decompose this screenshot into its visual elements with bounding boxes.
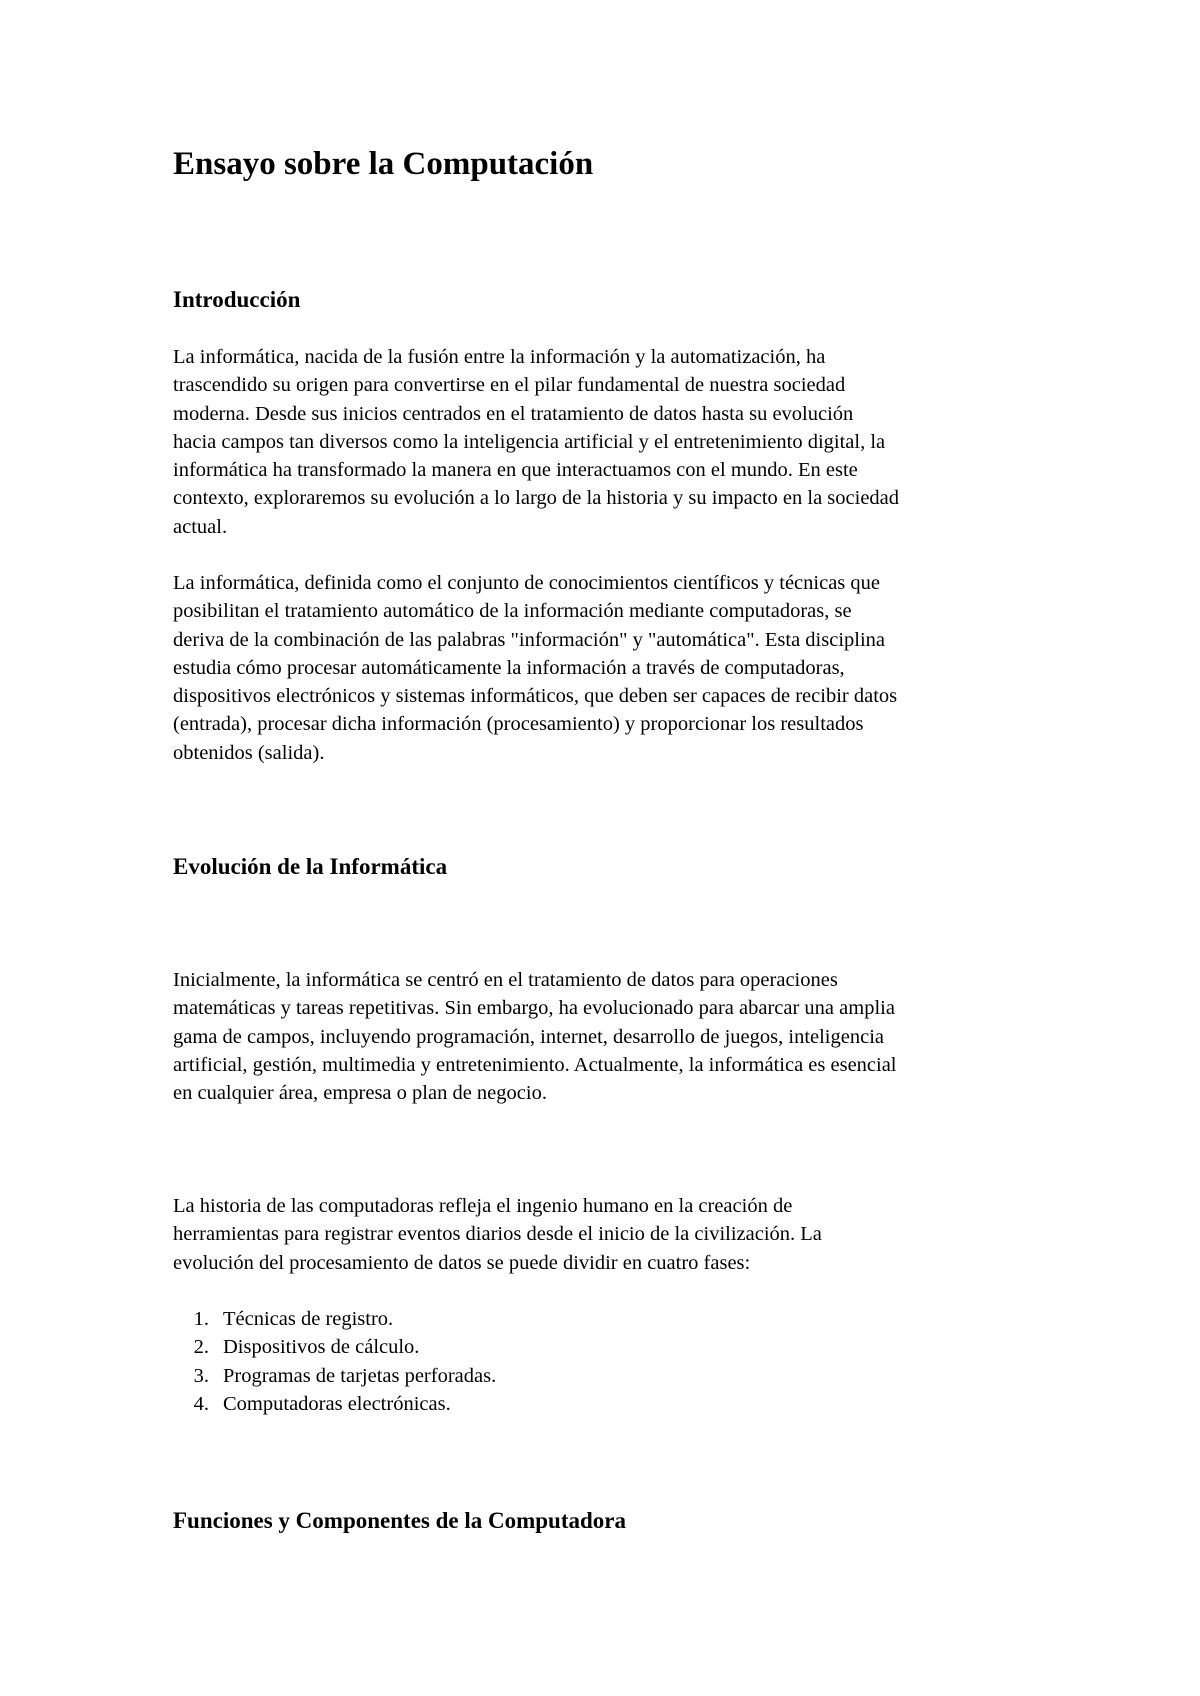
paragraph-line: trascendido su origen para convertirse en el pilar fundamental de nuestra sociedad bbox=[173, 374, 846, 397]
evolution-paragraph-2 bbox=[173, 1192, 1053, 1277]
paragraph-line: herramientas para registrar eventos diarios desde el inicio de la civilización. La bbox=[173, 1223, 822, 1246]
list-item bbox=[173, 1362, 496, 1390]
paragraph-line: contexto, exploraremos su evolución a lo largo de la historia y su impacto en la sociedad bbox=[173, 487, 900, 510]
document-title: Ensayo sobre la Computación bbox=[173, 146, 594, 182]
paragraph-line: hacia campos tan diversos como la inteligencia artificial y el entretenimiento digital, la bbox=[173, 430, 886, 453]
paragraph-line: Inicialmente, la informática se centró en el tratamiento de datos para operaciones bbox=[173, 969, 838, 991]
evolution-paragraph-1 bbox=[173, 966, 1053, 1107]
list-item-text: Programas de tarjetas perforadas. bbox=[223, 1364, 497, 1387]
list-item-number: 1. bbox=[193, 1308, 209, 1330]
heading-evolucion: Evolución de la Informática bbox=[173, 854, 448, 879]
list-item bbox=[173, 1333, 496, 1361]
paragraph-line: matemáticas y tareas repetitivas. Sin embargo, ha evolucionado para abarcar una amplia bbox=[173, 997, 895, 1020]
paragraph-line: dispositivos electrónicos y sistemas informáticos, que deben ser capaces de recibir datos bbox=[173, 685, 898, 708]
heading-funciones: Funciones y Componentes de la Computadora bbox=[173, 1508, 627, 1533]
list-item-text: Computadoras electrónicas. bbox=[223, 1392, 451, 1415]
paragraph-line: informática ha transformado la manera en que interactuamos con el mundo. En este bbox=[173, 459, 858, 482]
paragraph-line: artificial, gestión, multimedia y entretenimiento. Actualmente, la informática es esencial bbox=[173, 1053, 897, 1076]
paragraph-line: obtenidos (salida). bbox=[173, 741, 325, 764]
paragraph-line: La historia de las computadoras refleja el ingenio humano en la creación de bbox=[173, 1195, 793, 1217]
list-item-number: 4. bbox=[193, 1392, 209, 1415]
paragraph-line: en cualquier área, empresa o plan de negocio. bbox=[173, 1082, 547, 1105]
paragraph-line: moderna. Desde sus inicios centrados en el tratamiento de datos hasta su evolución bbox=[173, 402, 854, 425]
phases-list bbox=[173, 1305, 496, 1418]
intro-paragraph-2 bbox=[173, 569, 1053, 767]
heading-introduccion: Introducción bbox=[173, 287, 301, 312]
list-item bbox=[173, 1305, 496, 1333]
list-item-number: 3. bbox=[193, 1364, 209, 1387]
list-item-text: Técnicas de registro. bbox=[223, 1308, 394, 1330]
intro-paragraph-1 bbox=[173, 343, 1053, 541]
paragraph-line: posibilitan el tratamiento automático de la información mediante computadoras, se bbox=[173, 600, 852, 623]
list-item-number: 2. bbox=[193, 1336, 209, 1359]
list-item bbox=[173, 1390, 496, 1418]
paragraph-line: deriva de la combinación de las palabras "información" y "automática". Esta disciplina bbox=[173, 628, 886, 651]
paragraph-line: estudia cómo procesar automáticamente la información a través de computadoras, bbox=[173, 656, 845, 679]
paragraph-line: La informática, definida como el conjunto de conocimientos científicos y técnicas que bbox=[173, 572, 880, 594]
paragraph-line: actual. bbox=[173, 515, 228, 538]
paragraph-line: evolución del procesamiento de datos se puede dividir en cuatro fases: bbox=[173, 1251, 751, 1274]
paragraph-line: gama de campos, incluyendo programación, internet, desarrollo de juegos, inteligencia bbox=[173, 1025, 884, 1048]
paragraph-line: (entrada), procesar dicha información (procesamiento) y proporcionar los resultados bbox=[173, 713, 864, 736]
list-item-text: Dispositivos de cálculo. bbox=[223, 1336, 420, 1359]
paragraph-line: La informática, nacida de la fusión entre la información y la automatización, ha bbox=[173, 346, 826, 368]
